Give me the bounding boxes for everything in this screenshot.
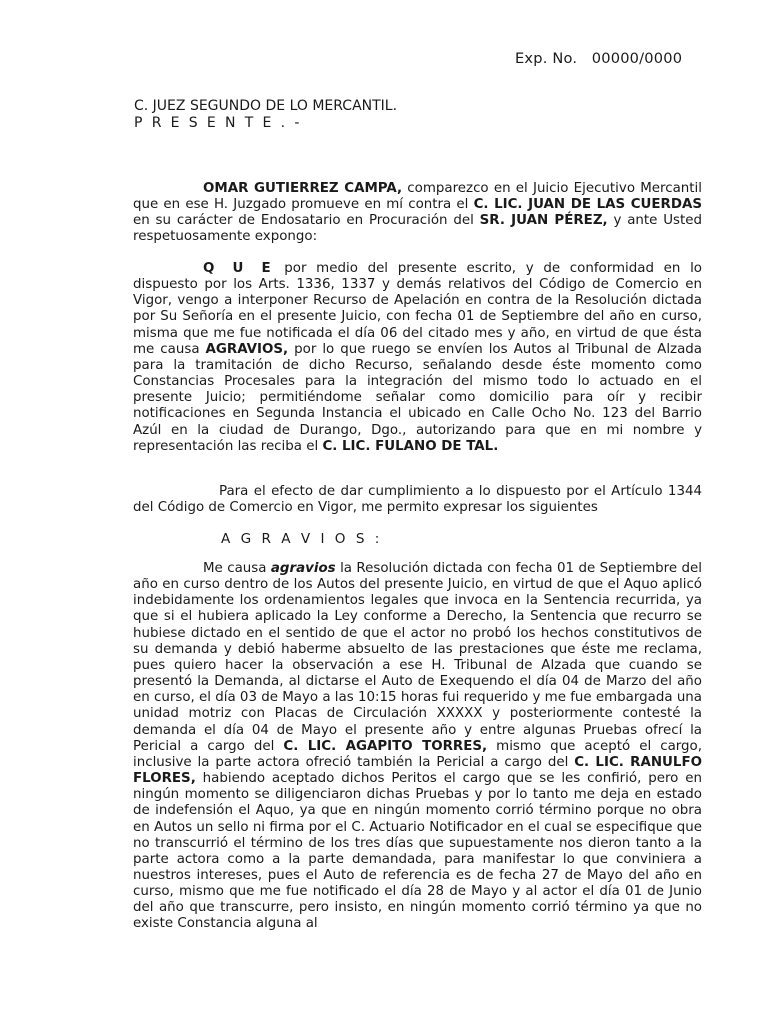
intro-text-2: en su carácter de Endosatario en Procuración del xyxy=(133,213,480,229)
promovente-name: OMAR GUTIERREZ CAMPA, xyxy=(203,181,403,196)
que-text-1: por medio del presente escrito, y de conformidad en lo dispuesto por los Arts. 1336, 1337 y demás relativos del Código de Comercio en Vigor, vengo a interponer Recurso de Apelación en contra de la Resolución dictada por Su Señoría en el presente Juicio, con fecha 01 de Septiembre del año en curso, misma que me fue notificada el día 06 del citado mes y año, en virtud de que ésta me causa xyxy=(133,261,702,357)
agravios-paragraph xyxy=(133,561,702,933)
actor-name: SR. JUAN PÉREZ, xyxy=(479,213,608,229)
endosatario-name: C. LIC. JUAN DE LAS CUERDAS xyxy=(473,197,702,213)
intro-text-3: y ante Usted respetuosamente expongo: xyxy=(133,213,702,245)
intro-paragraph xyxy=(133,181,702,246)
agravios-text-4: habiendo aceptado dichos Peritos el cargo que se les confirió, pero en ningún momento se diligenciaron dichas Pruebas y por lo tanto me deja en estado de indefensión el Aquo, ya que en ningún momento corrió término porque no obra en Autos un sello ni firma por el C. Actuario Notificador en el cual se especifique que no transcurrió el término de los tres días que supuestamente nos dieron tanto a la parte actora como a la parte demandada, para manifestar lo que conviniera a nuestros intereses, pues el Auto de referencia es de fecha 27 de Mayo del año en curso, mismo que me fue notificado el día 28 de Mayo y al actor el día 01 de Junio del año que transcurre, pero insisto, en ningún momento corrió término ya que no existe Constancia alguna al xyxy=(133,771,702,932)
efecto-paragraph xyxy=(133,484,702,516)
intro-text-1: comparezco en el Juicio Ejecutivo Mercantil que en ese H. Juzgado promueve en mí contra el xyxy=(133,181,702,213)
autorizado-name: C. LIC. FULANO DE TAL. xyxy=(322,438,499,454)
addressee-block xyxy=(134,98,397,132)
addressee-presente: P R E S E N T E . - xyxy=(134,115,302,131)
expediente-number: Exp. No. 00000/0000 xyxy=(515,50,683,67)
agravios-text-3: mismo que aceptó el cargo, inclusive la parte actora ofreció también la Pericial a cargo del xyxy=(133,738,702,770)
que-keyword: Q U E xyxy=(203,261,275,276)
agravios-text-2: la Resolución dictada con fecha 01 de Septiembre del año en curso dentro de los Autos del presente Juicio, en virtud de que el Aquo aplicó indebidamente los ordenamientos legales que invoca en la Sentencia recurrida, ya que si el hubiera aplicado la Ley conforme a Derecho, la Sentencia que recurro se hubiese dictado en el sentido de que el actor no probó los hechos constitutivos de su demanda y debió haberme absuelto de las prestaciones que éste me reclama, pues quiero hacer la observación a ese H. Tribunal de Alzada que cuando se presentó la Demanda, al dictarse el Auto de Exequendo el día 04 de Marzo del año en curso, el día 03 de Mayo a las 10:15 horas fui requerido y me fue embargada una unidad motriz con Placas de Circulación XXXXX y posteriormente contesté la demanda el día 04 de Mayo el presente año y entre algunas Pruebas ofrecí la Pericial a cargo del xyxy=(133,561,702,754)
perito-agapito: C. LIC. AGAPITO TORRES, xyxy=(283,738,488,754)
que-text-2: por lo que ruego se envíen los Autos al Tribunal de Alzada para la tramitación de dicho Recurso, señalando desde éste momento como Constancias Procesales para la integración del mismo todo lo actuado en el presente Juicio; permitiéndome señalar como domicilio para oír y recibir notificaciones en Segunda Instancia el ubicado en Calle Ocho No. 123 del Barrio Azúl en la ciudad de Durango, Dgo., autorizando para que en mi nombre y representación las reciba el xyxy=(133,341,702,454)
agravios-keyword: AGRAVIOS, xyxy=(205,341,289,357)
agravios-italic: agravios xyxy=(270,561,336,576)
agravios-heading: A G R A V I O S : xyxy=(221,531,383,547)
perito-ranulfo: C. LIC. RANULFO FLORES, xyxy=(133,754,702,787)
que-paragraph xyxy=(133,261,702,455)
efecto-text: Para el efecto de dar cumplimiento a lo dispuesto por el Artículo 1344 del Código de Comercio en Vigor, me permito expresar los siguientes xyxy=(133,484,702,516)
addressee-judge: C. JUEZ SEGUNDO DE LO MERCANTIL. xyxy=(134,98,398,114)
agravios-text-1: Me causa xyxy=(203,561,271,576)
